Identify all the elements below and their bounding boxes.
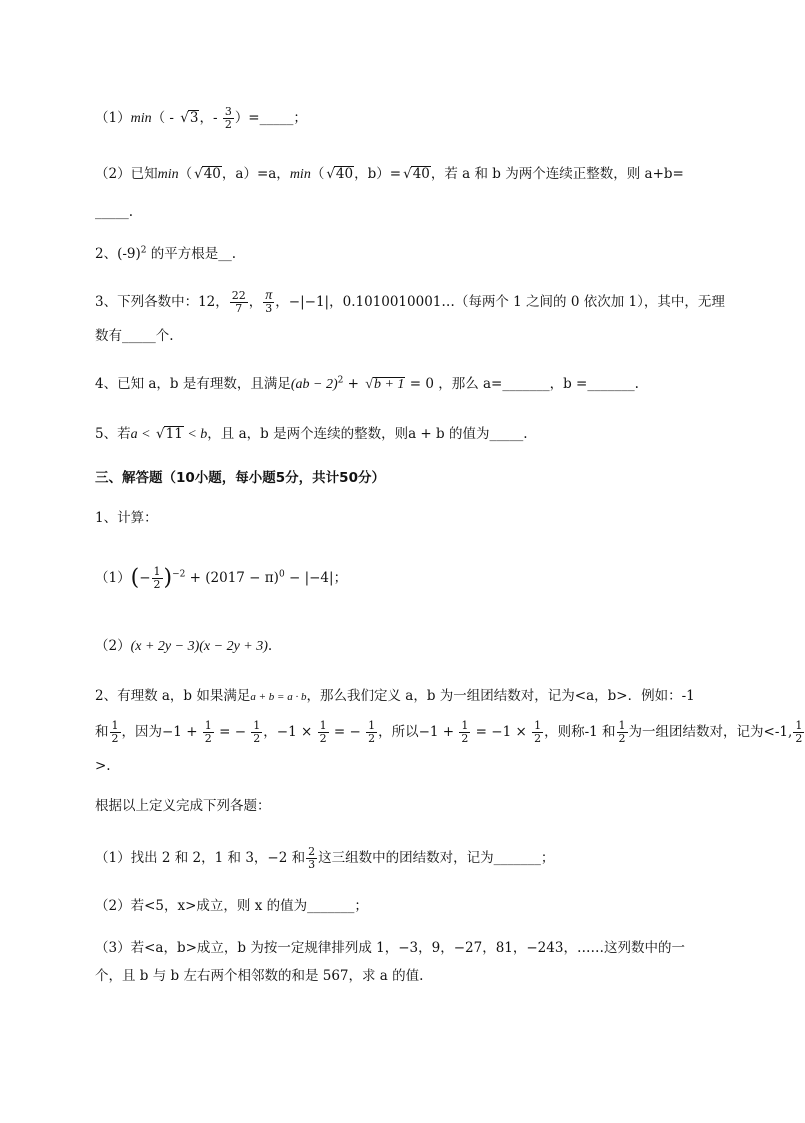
solve-2-part1 <box>95 846 554 871</box>
fraction-num: 1 <box>461 719 469 732</box>
fraction-num: 3 <box>224 105 232 118</box>
sqrt-40 <box>411 166 431 181</box>
fraction-half <box>318 720 329 745</box>
text: ， <box>248 294 263 310</box>
solve-1-part1 <box>95 566 347 591</box>
sqrt-b-plus-1 <box>373 377 405 392</box>
fraction-den: 3 <box>265 302 273 315</box>
text: 4、已知 a，b 是有理数，且满足 <box>95 376 291 392</box>
question-5 <box>95 424 528 445</box>
text: （ <box>178 166 193 182</box>
text: （1） <box>95 110 131 126</box>
expression: (ab − 2) <box>290 377 338 392</box>
min-func: min <box>157 167 179 182</box>
sqrt-value: 40 <box>203 166 221 182</box>
fraction-1-2 <box>152 566 163 591</box>
fraction-num: 22 <box>231 289 246 302</box>
text: 2、(-9) <box>95 246 141 262</box>
solve-2-line3: >. <box>95 758 111 774</box>
fraction-3-2 <box>223 106 234 131</box>
fraction-den: 2 <box>111 732 119 745</box>
question-2 <box>95 244 236 264</box>
fraction-num: 1 <box>153 565 161 578</box>
fraction-den: 2 <box>618 732 626 745</box>
fraction-half <box>110 720 121 745</box>
question-min-part2-blank <box>95 202 133 222</box>
text: − <box>139 570 151 586</box>
sqrt-40 <box>334 166 354 181</box>
text: 数有_____个. <box>95 328 174 344</box>
fraction-num: 1 <box>795 719 803 732</box>
text: = − <box>214 724 251 740</box>
expression: < b <box>183 427 208 442</box>
fraction-pi-3 <box>263 290 274 315</box>
fraction-num: 2 <box>308 845 316 858</box>
text: （2）已知 <box>95 166 158 182</box>
expression: a < <box>130 427 155 442</box>
question-4 <box>95 374 639 395</box>
text: ）=_____； <box>234 110 307 126</box>
answer-blank: _____. <box>95 204 134 220</box>
text: （1） <box>95 570 131 586</box>
text: ，那么我们定义 a，b 为一组团结数对，记为<a，b>．例如：-1 <box>306 688 695 704</box>
text: . <box>267 638 273 654</box>
exponent: 2 <box>140 245 147 256</box>
fraction-num: 1 <box>253 719 261 732</box>
solve-2-part3-line2: 个，且 b 与 b 左右两个相邻数的和是 567，求 a 的值. <box>95 968 424 984</box>
text: 的平方根是__. <box>146 246 237 262</box>
fraction-half <box>617 720 628 745</box>
sqrt-value: b + 1 <box>373 377 405 392</box>
sqrt-value: 40 <box>335 166 354 182</box>
fraction-den: 2 <box>368 732 376 745</box>
text: ，因为−1 + <box>121 724 202 740</box>
min-func: min <box>289 167 311 182</box>
fraction-half <box>366 720 377 745</box>
text: ，所以−1 + <box>378 724 459 740</box>
fraction-22-7 <box>230 290 248 315</box>
fraction-num: 1 <box>111 719 119 732</box>
text: = − <box>329 724 366 740</box>
fraction-den: 7 <box>235 302 243 315</box>
text: + <box>343 376 364 392</box>
fraction-den: 2 <box>534 732 542 745</box>
sqrt-value: 40 <box>412 166 430 182</box>
text: ，且 a，b 是两个连续的整数，则a + b 的值为_____. <box>207 426 528 442</box>
sqrt-3 <box>188 110 199 125</box>
fraction-half <box>251 720 262 745</box>
question-min-part1 <box>95 106 307 131</box>
text: 和 <box>95 724 109 740</box>
expression: a + b = a · b <box>250 691 307 703</box>
fraction-den: 2 <box>461 732 469 745</box>
fraction-den: 2 <box>253 732 261 745</box>
fraction-num: 1 <box>618 719 626 732</box>
fraction-half <box>459 720 470 745</box>
solve-2-line1 <box>95 686 695 707</box>
fraction-den: 2 <box>795 732 803 745</box>
exponent: 0 <box>278 569 285 580</box>
text: ，a）=a， <box>221 166 290 182</box>
fraction-den: 3 <box>308 858 316 871</box>
fraction-2-3 <box>306 846 317 871</box>
fraction-half <box>532 720 543 745</box>
fraction-den: 2 <box>319 732 327 745</box>
text: 3、下列各数中：12， <box>95 294 229 310</box>
fraction-den: 2 <box>153 578 161 591</box>
question-3-line2 <box>95 326 174 346</box>
fraction-num: 1 <box>368 719 376 732</box>
text: 2、有理数 a，b 如果满足 <box>95 688 251 704</box>
solve-2-part3-line1: （3）若<a，b>成立，b 为按一定规律排列成 1，−3，9，−27，81，−243，……这列数中的一 <box>95 940 685 956</box>
text: （2） <box>95 638 131 654</box>
text: 为一组团结数对，记为<-1, <box>628 724 793 740</box>
text: ，若 a 和 b 为两个连续正整数，则 a+b= <box>430 166 684 182</box>
paren: ) <box>163 565 173 591</box>
text: ，b）= <box>354 166 402 182</box>
solve-1-title: 1、计算： <box>95 510 158 526</box>
fraction-den: 2 <box>204 732 212 745</box>
question-min-part2 <box>95 164 684 185</box>
expression: (x + 2y − 3)(x − 2y + 3) <box>130 639 268 654</box>
text: （1）找出 2 和 2，1 和 3，−2 和 <box>95 850 306 866</box>
fraction-half <box>793 720 804 745</box>
solve-2-line2 <box>95 720 805 745</box>
fraction-half <box>203 720 214 745</box>
text: ，−|−1|，0.1010010001…（每两个 1 之间的 0 依次加 1），其中，无理 <box>275 294 725 310</box>
text: （ - <box>151 110 179 126</box>
expression: + (2017 − π) <box>185 570 279 586</box>
paren: ( <box>130 565 140 591</box>
text: ，则称-1 和 <box>544 724 616 740</box>
fraction-num: 1 <box>534 719 542 732</box>
sqrt-value: 11 <box>165 426 183 442</box>
fraction-num: 1 <box>204 719 212 732</box>
sqrt-11 <box>164 426 184 441</box>
text: 5、若 <box>95 426 131 442</box>
section-title: 三、解答题（10小题，每小题5分，共计50分） <box>95 470 385 486</box>
text: ，−1 × <box>263 724 317 740</box>
solve-1-part2 <box>95 636 272 657</box>
text: （ <box>310 166 325 182</box>
solve-2-part2: （2）若<5，x>成立，则 x 的值为_______； <box>95 898 368 914</box>
text: = 0 ，那么 a=_______，b =_______. <box>405 376 639 392</box>
expression: − |−4|； <box>284 570 348 586</box>
fraction-den: 2 <box>224 118 232 131</box>
fraction-num: 1 <box>319 719 327 732</box>
exponent: −2 <box>172 569 186 580</box>
text: = −1 × <box>471 724 532 740</box>
sqrt-value: 3 <box>189 110 199 126</box>
question-3 <box>95 290 725 315</box>
exponent: 2 <box>337 375 344 386</box>
fraction-num: π <box>265 288 273 303</box>
text: 这三组数中的团结数对，记为_______； <box>318 850 555 866</box>
sqrt-40 <box>202 166 222 181</box>
min-func: min <box>130 111 152 126</box>
text: ，- <box>199 110 222 126</box>
solve-2-intro: 根据以上定义完成下列各题： <box>95 798 271 814</box>
